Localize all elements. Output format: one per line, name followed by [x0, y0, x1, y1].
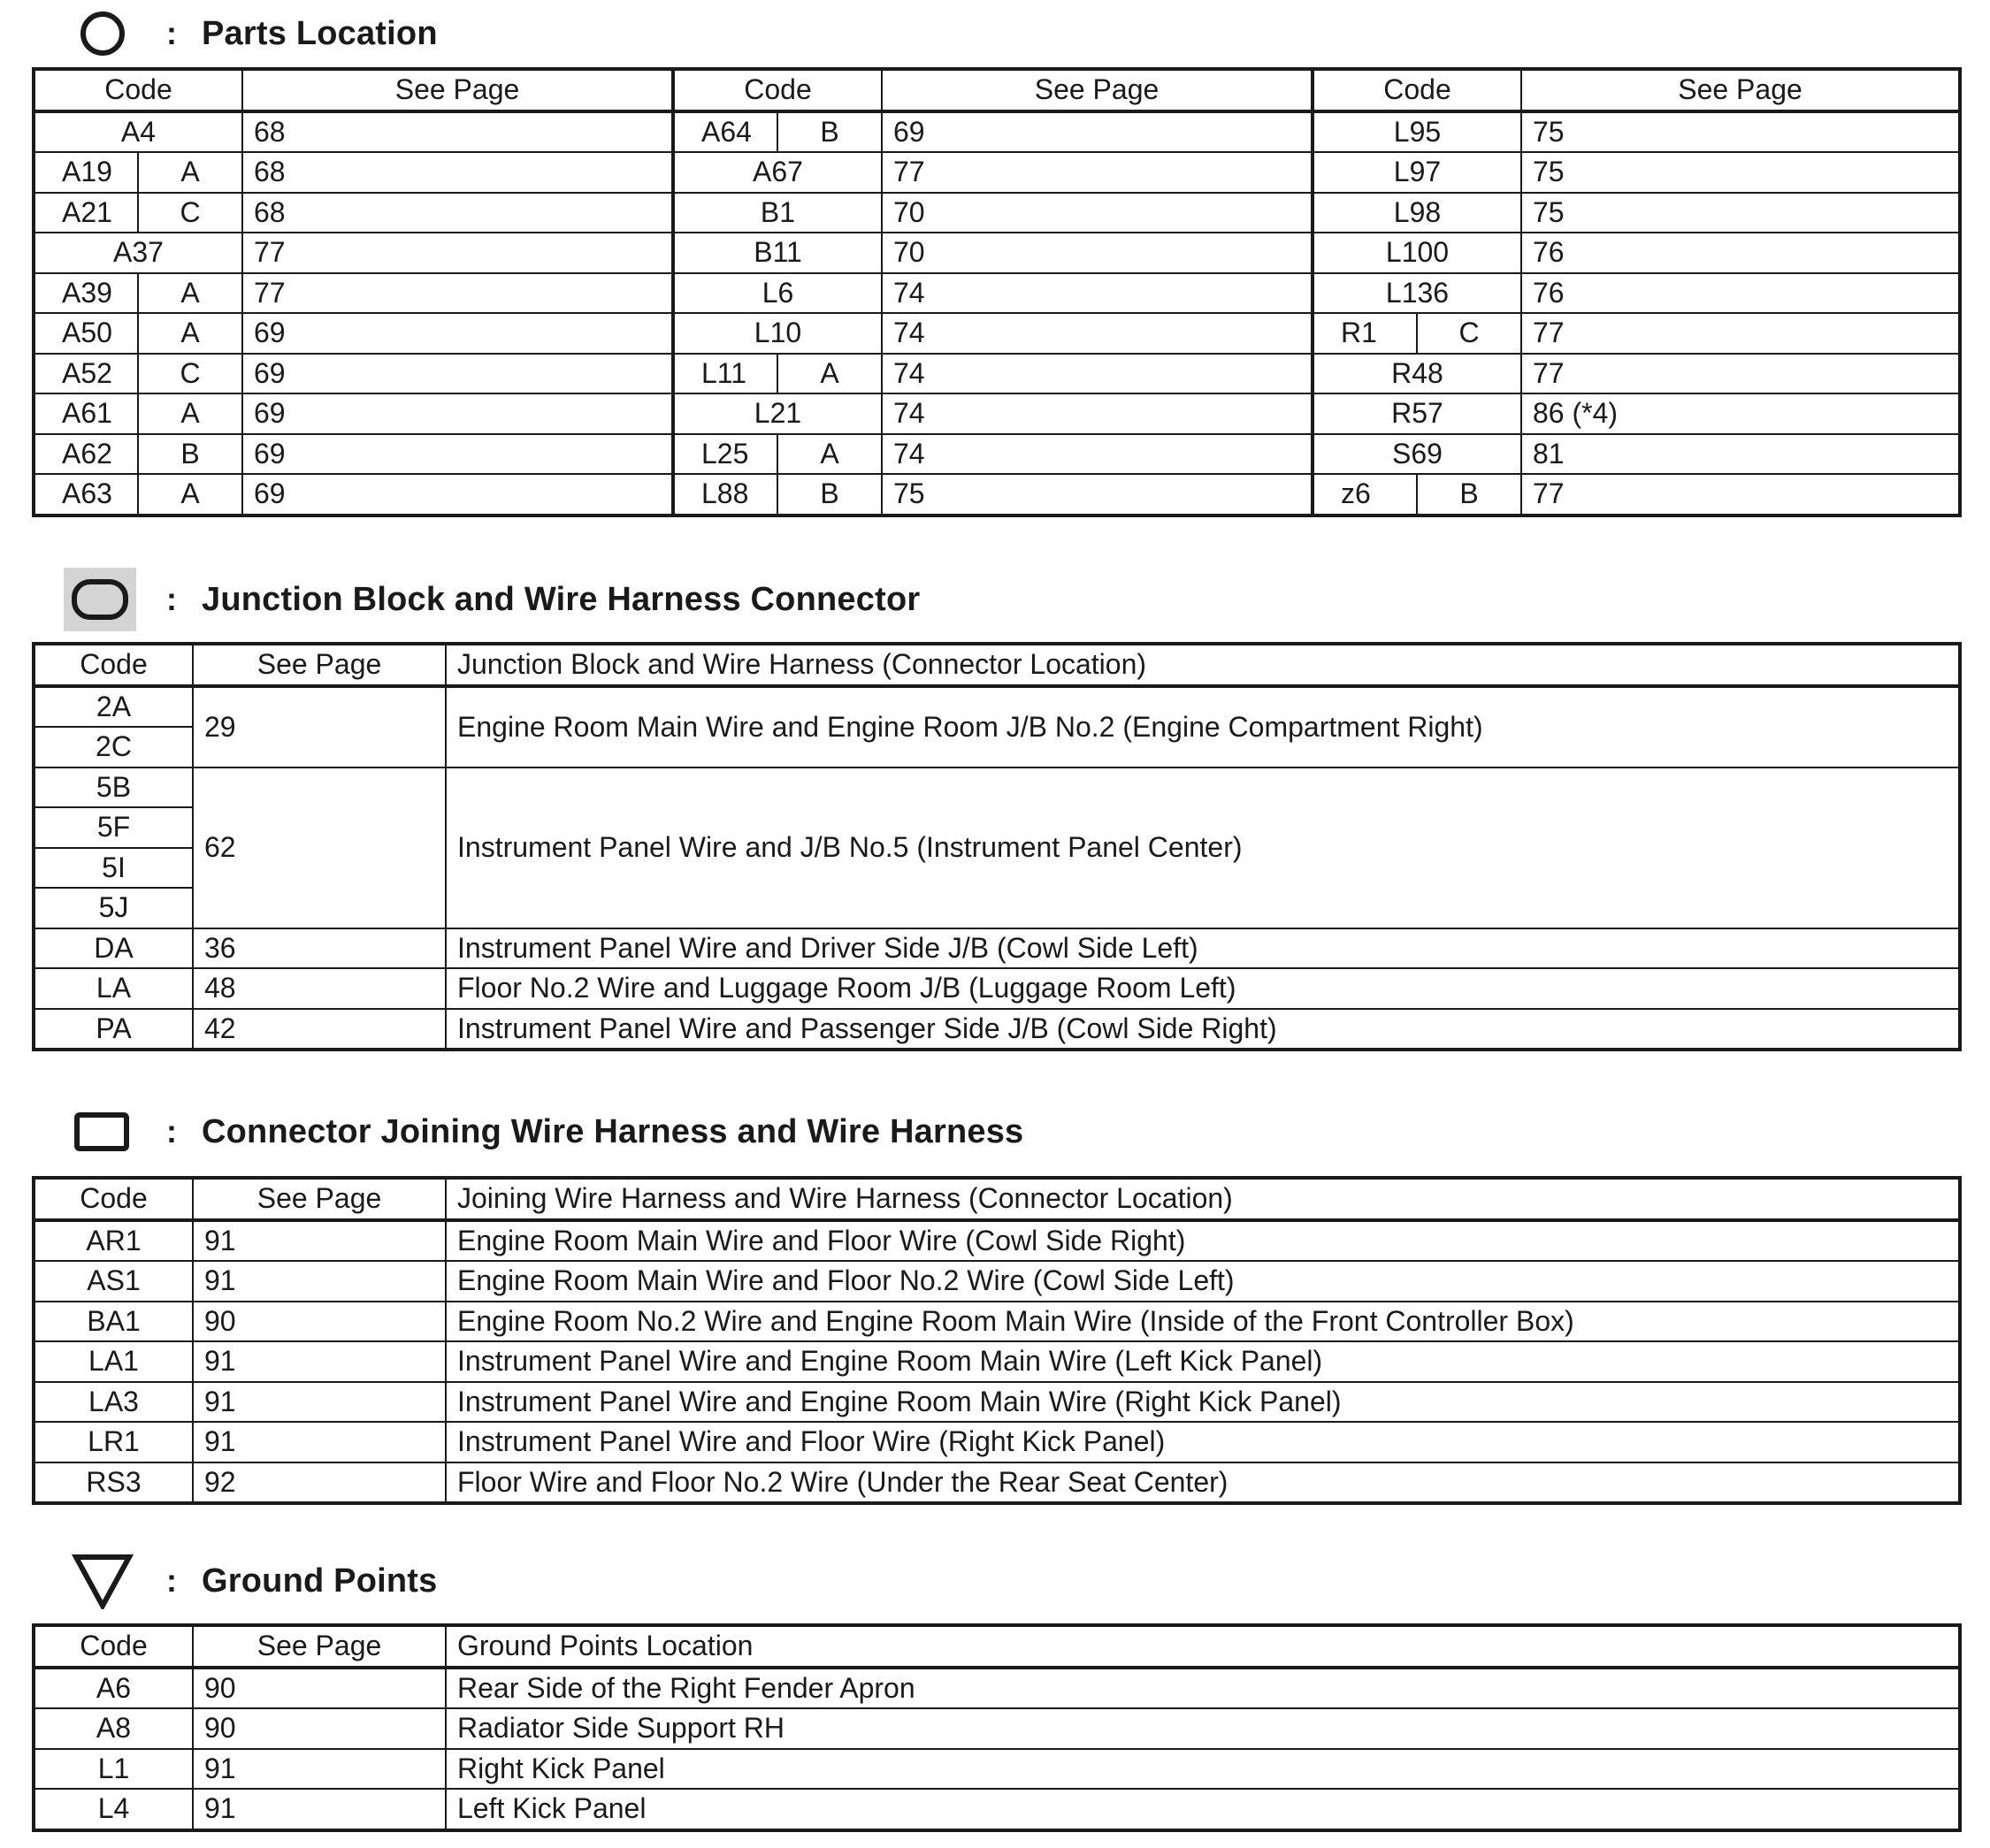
code-cell: A21: [34, 193, 138, 233]
code-cell: L100: [1313, 233, 1521, 273]
location-cell: Engine Room Main Wire and Floor No.2 Wire (Cowl Side Left): [446, 1261, 1960, 1302]
header-see-page: See Page: [882, 69, 1313, 111]
code-cell: A6: [34, 1668, 193, 1709]
junction-block-header: [64, 573, 920, 626]
see-page-cell: 90: [193, 1302, 446, 1342]
table-header-row: [34, 69, 1960, 111]
see-page-cell: 91: [193, 1789, 446, 1830]
header-see-page: See Page: [193, 1625, 446, 1668]
see-page-cell: 77: [242, 273, 673, 314]
table-header-row: [34, 1178, 1960, 1220]
header-code: Code: [34, 1178, 193, 1220]
joining-connector-table: [32, 1176, 1962, 1505]
connector-letter-cell: B: [777, 474, 882, 515]
code-cell: BA1: [34, 1302, 193, 1342]
table-row: [34, 928, 1960, 969]
table-header-row: [34, 644, 1960, 686]
see-page-cell: 69: [242, 434, 673, 475]
header-see-page: See Page: [193, 1178, 446, 1220]
code-cell: L25: [673, 434, 777, 475]
see-page-cell: 74: [882, 434, 1313, 475]
location-cell: Instrument Panel Wire and J/B No.5 (Instrument Panel Center): [446, 767, 1960, 928]
table-row: [34, 686, 1960, 728]
code-cell: RS3: [34, 1462, 193, 1504]
table-row: [34, 767, 1960, 808]
connector-letter-cell: A: [138, 273, 242, 314]
see-page-cell: 68: [242, 152, 673, 193]
see-page-cell: 69: [242, 354, 673, 394]
table-row: [34, 1668, 1960, 1709]
table-row: [34, 1422, 1960, 1462]
see-page-cell: 90: [193, 1668, 446, 1709]
see-page-cell: 69: [242, 474, 673, 515]
see-page-cell: 74: [882, 393, 1313, 434]
code-cell: R1: [1313, 313, 1417, 354]
code-cell: L11: [673, 354, 777, 394]
code-cell: 2A: [34, 686, 193, 728]
header-colon: :: [166, 1113, 177, 1149]
section-title: Connector Joining Wire Harness and Wire Harness: [202, 1112, 1024, 1150]
header-code: Code: [1313, 69, 1521, 111]
code-cell: LR1: [34, 1422, 193, 1462]
header-colon: :: [166, 15, 177, 51]
connector-letter-cell: B: [777, 111, 882, 153]
see-page-cell: 75: [1521, 152, 1960, 193]
section-title: Junction Block and Wire Harness Connector: [202, 580, 921, 618]
header-code: Code: [34, 69, 242, 111]
see-page-cell: 74: [882, 354, 1313, 394]
code-cell: R57: [1313, 393, 1521, 434]
code-cell: PA: [34, 1009, 193, 1050]
location-cell: Floor No.2 Wire and Luggage Room J/B (Luggage Room Left): [446, 968, 1960, 1009]
connector-letter-cell: C: [138, 354, 242, 394]
see-page-cell: 42: [193, 1009, 446, 1050]
see-page-cell: 76: [1521, 233, 1960, 273]
location-cell: Floor Wire and Floor No.2 Wire (Under the Rear Seat Center): [446, 1462, 1960, 1504]
code-cell: R48: [1313, 354, 1521, 394]
see-page-cell: 81: [1521, 434, 1960, 475]
see-page-cell: 77: [1521, 354, 1960, 394]
location-cell: Radiator Side Support RH: [446, 1708, 1960, 1749]
table-row: [34, 1009, 1960, 1050]
code-cell: 5F: [34, 807, 193, 848]
code-cell: LA3: [34, 1382, 193, 1423]
table-row: [34, 393, 1960, 434]
code-cell: B11: [673, 233, 882, 273]
see-page-cell: 29: [193, 686, 446, 767]
code-cell: 5B: [34, 767, 193, 808]
location-cell: Instrument Panel Wire and Engine Room Main Wire (Left Kick Panel): [446, 1341, 1960, 1382]
code-cell: A64: [673, 111, 777, 153]
table-row: [34, 434, 1960, 475]
connector-letter-cell: A: [138, 313, 242, 354]
code-cell: A37: [34, 233, 242, 273]
code-cell: L98: [1313, 193, 1521, 233]
see-page-cell: 76: [1521, 273, 1960, 314]
see-page-cell: 92: [193, 1462, 446, 1504]
connector-letter-cell: A: [777, 434, 882, 475]
connector-letter-cell: C: [138, 193, 242, 233]
header-see-page: See Page: [1521, 69, 1960, 111]
rectangle-icon: [64, 1105, 142, 1158]
header-see-page: See Page: [193, 644, 446, 686]
see-page-cell: 91: [193, 1261, 446, 1302]
triangle-icon: [64, 1554, 142, 1607]
see-page-cell: 77: [882, 152, 1313, 193]
connector-letter-cell: B: [138, 434, 242, 475]
code-cell: L97: [1313, 152, 1521, 193]
table-row: [34, 1382, 1960, 1423]
code-cell: L1: [34, 1749, 193, 1790]
table-row: [34, 111, 1960, 153]
see-page-cell: 75: [882, 474, 1313, 515]
table-row: [34, 313, 1960, 354]
code-cell: L136: [1313, 273, 1521, 314]
header-code: Code: [34, 1625, 193, 1668]
location-cell: Instrument Panel Wire and Driver Side J/B (Cowl Side Left): [446, 928, 1960, 969]
code-cell: 5I: [34, 848, 193, 889]
code-cell: A8: [34, 1708, 193, 1749]
header-colon: :: [166, 1562, 177, 1599]
see-page-cell: 48: [193, 968, 446, 1009]
code-cell: DA: [34, 928, 193, 969]
header-location: Ground Points Location: [446, 1625, 1960, 1668]
code-cell: A61: [34, 393, 138, 434]
see-page-cell: 68: [242, 111, 673, 153]
section-title: Ground Points: [202, 1562, 438, 1600]
code-cell: A67: [673, 152, 882, 193]
table-row: [34, 1302, 1960, 1342]
circle-icon: [64, 7, 142, 60]
code-cell: A63: [34, 474, 138, 515]
code-cell: A52: [34, 354, 138, 394]
see-page-cell: 77: [1521, 474, 1960, 515]
parts-location-header: [64, 7, 438, 60]
header-code: Code: [673, 69, 882, 111]
see-page-cell: 75: [1521, 193, 1960, 233]
code-cell: L88: [673, 474, 777, 515]
code-cell: S69: [1313, 434, 1521, 475]
table-row: [34, 354, 1960, 394]
code-cell: 2C: [34, 727, 193, 767]
code-cell: A50: [34, 313, 138, 354]
code-cell: LA: [34, 968, 193, 1009]
junction-block-table: [32, 642, 1962, 1051]
code-cell: AS1: [34, 1261, 193, 1302]
location-cell: Instrument Panel Wire and Floor Wire (Right Kick Panel): [446, 1422, 1960, 1462]
table-header-row: [34, 1625, 1960, 1668]
header-see-page: See Page: [242, 69, 673, 111]
see-page-cell: 91: [193, 1220, 446, 1262]
location-cell: Rear Side of the Right Fender Apron: [446, 1668, 1960, 1709]
see-page-cell: 62: [193, 767, 446, 928]
code-cell: B1: [673, 193, 882, 233]
see-page-cell: 91: [193, 1341, 446, 1382]
code-cell: A19: [34, 152, 138, 193]
table-row: [34, 968, 1960, 1009]
code-cell: L21: [673, 393, 882, 434]
see-page-cell: 91: [193, 1749, 446, 1790]
see-page-cell: 77: [1521, 313, 1960, 354]
connector-letter-cell: B: [1417, 474, 1521, 515]
table-row: [34, 1789, 1960, 1830]
code-cell: L6: [673, 273, 882, 314]
table-row: [34, 152, 1960, 193]
location-cell: Right Kick Panel: [446, 1749, 1960, 1790]
connector-letter-cell: A: [777, 354, 882, 394]
table-row: [34, 1261, 1960, 1302]
see-page-cell: 74: [882, 313, 1313, 354]
location-cell: Instrument Panel Wire and Engine Room Main Wire (Right Kick Panel): [446, 1382, 1960, 1423]
code-cell: LA1: [34, 1341, 193, 1382]
table-row: [34, 1341, 1960, 1382]
see-page-cell: 75: [1521, 111, 1960, 153]
connector-letter-cell: A: [138, 152, 242, 193]
table-row: [34, 233, 1960, 273]
ground-points-header: [64, 1554, 437, 1607]
see-page-cell: 70: [882, 233, 1313, 273]
code-cell: 5J: [34, 888, 193, 928]
see-page-cell: 74: [882, 273, 1313, 314]
section-title: Parts Location: [202, 14, 438, 52]
code-cell: A4: [34, 111, 242, 153]
see-page-cell: 36: [193, 928, 446, 969]
header-code: Code: [34, 644, 193, 686]
code-cell: AR1: [34, 1220, 193, 1262]
see-page-cell: 91: [193, 1382, 446, 1423]
parts-location-table: [32, 67, 1962, 517]
see-page-cell: 69: [242, 313, 673, 354]
location-cell: Engine Room Main Wire and Floor Wire (Cowl Side Right): [446, 1220, 1960, 1262]
location-cell: Instrument Panel Wire and Passenger Side J/B (Cowl Side Right): [446, 1009, 1960, 1050]
code-cell: A62: [34, 434, 138, 475]
table-row: [34, 1749, 1960, 1790]
table-row: [34, 1462, 1960, 1504]
see-page-cell: 91: [193, 1422, 446, 1462]
rounded-rect-icon: [64, 568, 136, 631]
code-cell: L95: [1313, 111, 1521, 153]
table-row: [34, 1220, 1960, 1262]
ground-points-table: [32, 1623, 1962, 1832]
table-row: [34, 474, 1960, 515]
see-page-cell: 69: [242, 393, 673, 434]
location-cell: Engine Room No.2 Wire and Engine Room Main Wire (Inside of the Front Controller Box): [446, 1302, 1960, 1342]
see-page-cell: 70: [882, 193, 1313, 233]
location-cell: Left Kick Panel: [446, 1789, 1960, 1830]
connector-letter-cell: A: [138, 393, 242, 434]
see-page-cell: 69: [882, 111, 1313, 153]
connector-letter-cell: C: [1417, 313, 1521, 354]
see-page-cell: 90: [193, 1708, 446, 1749]
header-colon: :: [166, 581, 177, 617]
code-cell: L4: [34, 1789, 193, 1830]
see-page-cell: 77: [242, 233, 673, 273]
location-cell: Engine Room Main Wire and Engine Room J/B No.2 (Engine Compartment Right): [446, 686, 1960, 767]
code-cell: z6: [1313, 474, 1417, 515]
header-location: Joining Wire Harness and Wire Harness (Connector Location): [446, 1178, 1960, 1220]
code-cell: A39: [34, 273, 138, 314]
table-row: [34, 1708, 1960, 1749]
see-page-cell: 86 (*4): [1521, 393, 1960, 434]
joining-connector-header: [64, 1105, 1023, 1158]
code-cell: L10: [673, 313, 882, 354]
header-location: Junction Block and Wire Harness (Connector Location): [446, 644, 1960, 686]
table-row: [34, 193, 1960, 233]
connector-letter-cell: A: [138, 474, 242, 515]
see-page-cell: 68: [242, 193, 673, 233]
table-row: [34, 273, 1960, 314]
